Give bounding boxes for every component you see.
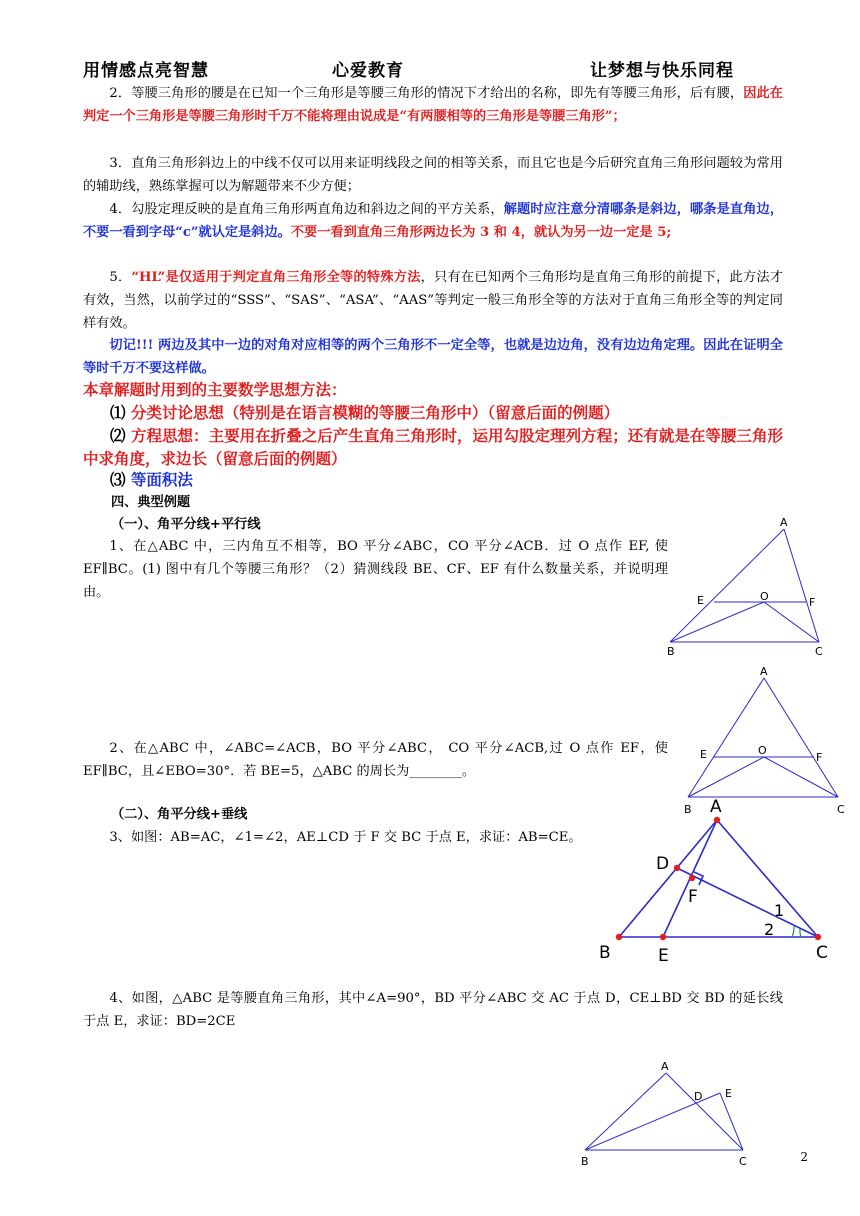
fig3-segment-cd: [677, 868, 818, 937]
fig2-segment-bo: [688, 757, 764, 797]
method-1-text: 分类讨论思想（特别是在语言模糊的等腰三角形中）（留意后面的例题）: [130, 403, 620, 422]
examples-title: 四、典型例题: [111, 495, 191, 510]
method-3: [110, 468, 790, 491]
fig3-label-a: A: [710, 797, 722, 817]
fig1-side-ab: [670, 529, 784, 642]
fig3-label-f: F: [688, 887, 698, 907]
fig2-side-ac: [764, 678, 838, 797]
note-2-text: 2．等腰三角形的腰是在已知一个三角形是等腰三角形的情况下才给出的名称，即先有等腰三角形，后有腰，: [109, 86, 744, 101]
subsection-1: （一）、角平分线+平行线: [111, 517, 261, 532]
figure-4-triangle: [570, 1055, 770, 1175]
fig4-side-ac: [666, 1073, 743, 1150]
fig1-side-ac: [784, 529, 819, 642]
fig3-point-e: [660, 934, 666, 940]
fig2-label-o: O: [758, 744, 767, 757]
fig3-label-angle-2: 2: [764, 920, 775, 939]
fig2-label-f: F: [816, 751, 823, 764]
note-5-num: 5．: [109, 270, 132, 285]
fig3-point-c: [815, 934, 821, 940]
method-3-text: 等面积法: [130, 470, 193, 489]
fig3-angle-2-arc: [800, 929, 801, 937]
fig3-label-b: B: [599, 943, 611, 963]
note-3: 3．直角三角形斜边上的中线不仅可以用来证明线段之间的相等关系，而且它也是今后研究直角三角形问题较为常用的辅助线，熟练掌握可以为解题带来不少方便；: [83, 156, 783, 194]
method-1-num: ⑴: [110, 403, 126, 422]
header-right: 让梦想与快乐同程: [590, 61, 734, 81]
fig4-label-e: E: [725, 1087, 732, 1100]
fig3-angle-1-arc: [792, 925, 794, 937]
example-1: 1、在△ABC 中，三内角互不相等，BO 平分∠ABC，CO 平分∠ACB．过 O 点作 EF, 使 EF∥BC。(1) 图中有几个等腰三角形？（2）猜测线段 BE、CF、EF 有什么数量关系，并说明理由。: [83, 539, 668, 600]
fig3-label-e: E: [658, 946, 669, 966]
fig3-label-angle-1: 1: [774, 901, 785, 920]
fig4-label-b: B: [581, 1155, 589, 1168]
caution-note: 切记!!! 两边及其中一边的对角对应相等的两个三角形不一定全等，也就是边边角，没有边边角定理。因此在证明全等时千万不要这样做。: [83, 338, 783, 376]
note-4-warning: 不要一看到直角三角形两边长为 3 和 4，就认为另一边一定是 5;: [290, 225, 672, 240]
page-number: 2: [800, 1150, 808, 1164]
note-4-text: 4．勾股定理反映的是直角三角形两直角边和斜边之间的平方关系，: [109, 202, 504, 217]
subsection-2: （二）、角平分线+垂线: [111, 807, 248, 822]
note-4: [83, 198, 783, 244]
fig4-label-a: A: [661, 1060, 669, 1073]
fig3-point-d: [674, 865, 680, 871]
fig1-segment-bo: [670, 602, 764, 642]
fig1-label-a: A: [780, 516, 788, 529]
fig3-label-d: D: [656, 854, 670, 874]
fig1-label-c: C: [815, 645, 823, 658]
method-2-num: ⑵: [110, 426, 126, 445]
note-2-warning: 因此在判定一个三角形是等腰三角形时千万不能将理由说成是“有两腰相等的三角形是等腰三角形”；: [83, 86, 783, 124]
header-center: 心爱教育: [332, 61, 404, 81]
fig3-point-b: [616, 934, 622, 940]
fig4-side-ab: [585, 1073, 666, 1150]
fig1-label-b: B: [667, 645, 675, 658]
fig3-point-a: [714, 817, 720, 823]
figure-1-triangle: [660, 512, 840, 662]
note-5-hl: “HL”是仅适用于判定直角三角形全等的特殊方法: [131, 270, 421, 285]
method-3-num: ⑶: [110, 470, 126, 489]
figure-3-triangle: [590, 793, 840, 973]
note-5: [83, 266, 783, 335]
fig2-label-a: A: [760, 665, 768, 678]
fig1-label-e: E: [697, 594, 704, 607]
method-1: [110, 401, 790, 424]
example-2: 2、在△ABC 中，∠ABC=∠ACB，BO 平分∠ABC， CO 平分∠ACB,过 O 点作 EF，使 EF∥BC，且∠EBO=30°．若 BE=5，△ABC 的周长为________。: [83, 741, 668, 779]
fig3-point-f: [689, 875, 695, 881]
note-5-text: ，只有在已知两个三角形均是直角三角形的前提下，此方法才有效，当然，以前学过的“SSS”、“SAS”、“ASA”、“AAS”等判定一般三角形全等的方法对于直角三角形全等的判定同样有效。: [83, 270, 783, 331]
fig1-label-f: F: [809, 596, 816, 609]
fig4-label-d: D: [694, 1090, 703, 1103]
note-2: [83, 82, 783, 128]
fig2-label-c: C: [837, 803, 845, 816]
header-left: 用情感点亮智慧: [83, 61, 209, 81]
fig2-label-b: B: [684, 803, 692, 816]
fig1-label-o: O: [760, 590, 769, 603]
methods-title: 本章解题时用到的主要数学思想方法：: [83, 380, 347, 399]
method-2: [83, 424, 783, 470]
fig2-side-ab: [688, 678, 764, 797]
fig4-label-c: C: [739, 1155, 747, 1168]
method-2-text: 方程思想：主要用在折叠之后产生直角三角形时，运用勾股定理列方程；还有就是在等腰三角形中求角度，求边长（留意后面的例题）: [83, 426, 783, 468]
fig3-label-c: C: [816, 943, 828, 963]
note-4-hint: 解题时应注意分清哪条是斜边，哪条是直角边，不要一看到字母“c”就认定是斜边。: [83, 202, 784, 240]
fig2-label-e: E: [700, 748, 707, 761]
fig2-segment-co: [764, 757, 838, 797]
fig4-segment-ce: [720, 1093, 743, 1150]
example-3: 3、如图：AB=AC，∠1=∠2，AE⊥CD 于 F 交 BC 于点 E，求证：AB=CE。: [109, 830, 582, 845]
example-4: 4、如图，△ABC 是等腰直角三角形，其中∠A=90°，BD 平分∠ABC 交 AC 于点 D，CE⊥BD 交 BD 的延长线于点 E，求证：BD=2CE: [83, 991, 783, 1029]
